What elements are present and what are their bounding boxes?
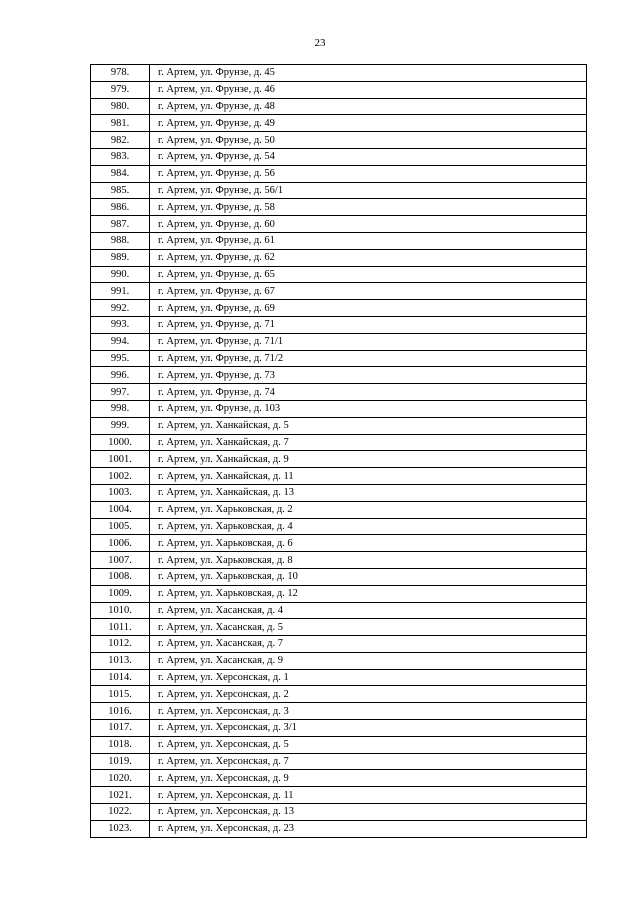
row-number: 1001.	[91, 451, 150, 468]
row-number: 995.	[91, 350, 150, 367]
row-number: 1012.	[91, 636, 150, 653]
row-address: г. Артем, ул. Ханкайская, д. 5	[150, 417, 587, 434]
row-number: 978.	[91, 65, 150, 82]
table-row	[91, 199, 587, 216]
row-address: г. Артем, ул. Херсонская, д. 5	[150, 736, 587, 753]
row-number: 1018.	[91, 736, 150, 753]
table-row	[91, 787, 587, 804]
table-row	[91, 686, 587, 703]
row-number: 984.	[91, 165, 150, 182]
row-number: 990.	[91, 266, 150, 283]
table-row	[91, 148, 587, 165]
table-row	[91, 552, 587, 569]
table-row	[91, 81, 587, 98]
table-row	[91, 501, 587, 518]
row-address: г. Артем, ул. Ханкайская, д. 13	[150, 484, 587, 501]
row-address: г. Артем, ул. Фрунзе, д. 60	[150, 216, 587, 233]
row-address: г. Артем, ул. Херсонская, д. 11	[150, 787, 587, 804]
table-row	[91, 266, 587, 283]
row-address: г. Артем, ул. Фрунзе, д. 103	[150, 400, 587, 417]
table-row	[91, 636, 587, 653]
row-number: 996.	[91, 367, 150, 384]
row-address: г. Артем, ул. Хасанская, д. 9	[150, 652, 587, 669]
table-row	[91, 400, 587, 417]
table-row	[91, 333, 587, 350]
row-address: г. Артем, ул. Фрунзе, д. 50	[150, 132, 587, 149]
table-row	[91, 736, 587, 753]
table-row	[91, 804, 587, 821]
row-number: 1008.	[91, 568, 150, 585]
row-number: 993.	[91, 316, 150, 333]
row-address: г. Артем, ул. Херсонская, д. 3/1	[150, 720, 587, 737]
row-number: 1007.	[91, 552, 150, 569]
row-address: г. Артем, ул. Харьковская, д. 6	[150, 535, 587, 552]
table-row	[91, 652, 587, 669]
row-number: 992.	[91, 300, 150, 317]
table-row	[91, 65, 587, 82]
row-number: 1002.	[91, 468, 150, 485]
table-row	[91, 417, 587, 434]
row-number: 998.	[91, 400, 150, 417]
row-number: 1020.	[91, 770, 150, 787]
row-address: г. Артем, ул. Фрунзе, д. 58	[150, 199, 587, 216]
row-address: г. Артем, ул. Фрунзе, д. 61	[150, 232, 587, 249]
row-number: 980.	[91, 98, 150, 115]
row-address: г. Артем, ул. Херсонская, д. 9	[150, 770, 587, 787]
row-number: 1000.	[91, 434, 150, 451]
row-address: г. Артем, ул. Харьковская, д. 12	[150, 585, 587, 602]
table-row	[91, 703, 587, 720]
table-row	[91, 115, 587, 132]
row-address: г. Артем, ул. Ханкайская, д. 7	[150, 434, 587, 451]
table-row	[91, 568, 587, 585]
row-number: 1004.	[91, 501, 150, 518]
row-number: 1014.	[91, 669, 150, 686]
row-number: 1005.	[91, 518, 150, 535]
table-row	[91, 283, 587, 300]
table-row	[91, 216, 587, 233]
row-number: 989.	[91, 249, 150, 266]
table-row	[91, 300, 587, 317]
row-address: г. Артем, ул. Ханкайская, д. 11	[150, 468, 587, 485]
table-row	[91, 451, 587, 468]
table-row	[91, 619, 587, 636]
row-address: г. Артем, ул. Фрунзе, д. 71/1	[150, 333, 587, 350]
table-row	[91, 316, 587, 333]
row-number: 1016.	[91, 703, 150, 720]
row-address: г. Артем, ул. Фрунзе, д. 56	[150, 165, 587, 182]
row-number: 1021.	[91, 787, 150, 804]
row-number: 999.	[91, 417, 150, 434]
row-address: г. Артем, ул. Фрунзе, д. 73	[150, 367, 587, 384]
row-address: г. Артем, ул. Хасанская, д. 5	[150, 619, 587, 636]
row-address: г. Артем, ул. Фрунзе, д. 74	[150, 384, 587, 401]
row-number: 987.	[91, 216, 150, 233]
row-address: г. Артем, ул. Фрунзе, д. 46	[150, 81, 587, 98]
row-number: 1013.	[91, 652, 150, 669]
row-address: г. Артем, ул. Фрунзе, д. 71	[150, 316, 587, 333]
row-number: 1010.	[91, 602, 150, 619]
table-row	[91, 350, 587, 367]
row-number: 1022.	[91, 804, 150, 821]
row-number: 1009.	[91, 585, 150, 602]
row-address: г. Артем, ул. Ханкайская, д. 9	[150, 451, 587, 468]
row-address: г. Артем, ул. Херсонская, д. 7	[150, 753, 587, 770]
row-address: г. Артем, ул. Фрунзе, д. 45	[150, 65, 587, 82]
page-number: 23	[314, 37, 326, 49]
row-number: 985.	[91, 182, 150, 199]
address-table	[90, 64, 587, 838]
row-number: 997.	[91, 384, 150, 401]
row-address: г. Артем, ул. Херсонская, д. 2	[150, 686, 587, 703]
row-address: г. Артем, ул. Фрунзе, д. 54	[150, 148, 587, 165]
table-row	[91, 434, 587, 451]
table-row	[91, 468, 587, 485]
table-row	[91, 770, 587, 787]
row-address: г. Артем, ул. Харьковская, д. 8	[150, 552, 587, 569]
row-number: 1003.	[91, 484, 150, 501]
row-number: 1023.	[91, 820, 150, 837]
row-address: г. Артем, ул. Фрунзе, д. 69	[150, 300, 587, 317]
row-address: г. Артем, ул. Херсонская, д. 23	[150, 820, 587, 837]
row-address: г. Артем, ул. Фрунзе, д. 67	[150, 283, 587, 300]
table-row	[91, 384, 587, 401]
row-number: 1015.	[91, 686, 150, 703]
row-number: 982.	[91, 132, 150, 149]
table-row	[91, 367, 587, 384]
row-number: 986.	[91, 199, 150, 216]
table-row	[91, 182, 587, 199]
row-address: г. Артем, ул. Фрунзе, д. 49	[150, 115, 587, 132]
row-address: г. Артем, ул. Херсонская, д. 3	[150, 703, 587, 720]
address-table-body	[91, 65, 587, 838]
table-row	[91, 132, 587, 149]
table-row	[91, 232, 587, 249]
row-address: г. Артем, ул. Фрунзе, д. 48	[150, 98, 587, 115]
table-row	[91, 669, 587, 686]
table-row	[91, 602, 587, 619]
row-number: 1019.	[91, 753, 150, 770]
row-address: г. Артем, ул. Хасанская, д. 7	[150, 636, 587, 653]
table-row	[91, 249, 587, 266]
row-address: г. Артем, ул. Харьковская, д. 2	[150, 501, 587, 518]
table-row	[91, 820, 587, 837]
row-address: г. Артем, ул. Фрунзе, д. 71/2	[150, 350, 587, 367]
row-number: 1011.	[91, 619, 150, 636]
row-address: г. Артем, ул. Харьковская, д. 10	[150, 568, 587, 585]
row-number: 983.	[91, 148, 150, 165]
table-row	[91, 165, 587, 182]
table-row	[91, 753, 587, 770]
row-address: г. Артем, ул. Херсонская, д. 1	[150, 669, 587, 686]
row-number: 979.	[91, 81, 150, 98]
table-row	[91, 98, 587, 115]
table-row	[91, 585, 587, 602]
table-row	[91, 484, 587, 501]
row-number: 1006.	[91, 535, 150, 552]
row-address: г. Артем, ул. Фрунзе, д. 56/1	[150, 182, 587, 199]
table-row	[91, 535, 587, 552]
row-number: 1017.	[91, 720, 150, 737]
row-number: 994.	[91, 333, 150, 350]
table-row	[91, 720, 587, 737]
row-number: 991.	[91, 283, 150, 300]
row-address: г. Артем, ул. Харьковская, д. 4	[150, 518, 587, 535]
row-number: 981.	[91, 115, 150, 132]
row-address: г. Артем, ул. Фрунзе, д. 65	[150, 266, 587, 283]
row-address: г. Артем, ул. Херсонская, д. 13	[150, 804, 587, 821]
row-address: г. Артем, ул. Фрунзе, д. 62	[150, 249, 587, 266]
row-address: г. Артем, ул. Хасанская, д. 4	[150, 602, 587, 619]
row-number: 988.	[91, 232, 150, 249]
table-row	[91, 518, 587, 535]
